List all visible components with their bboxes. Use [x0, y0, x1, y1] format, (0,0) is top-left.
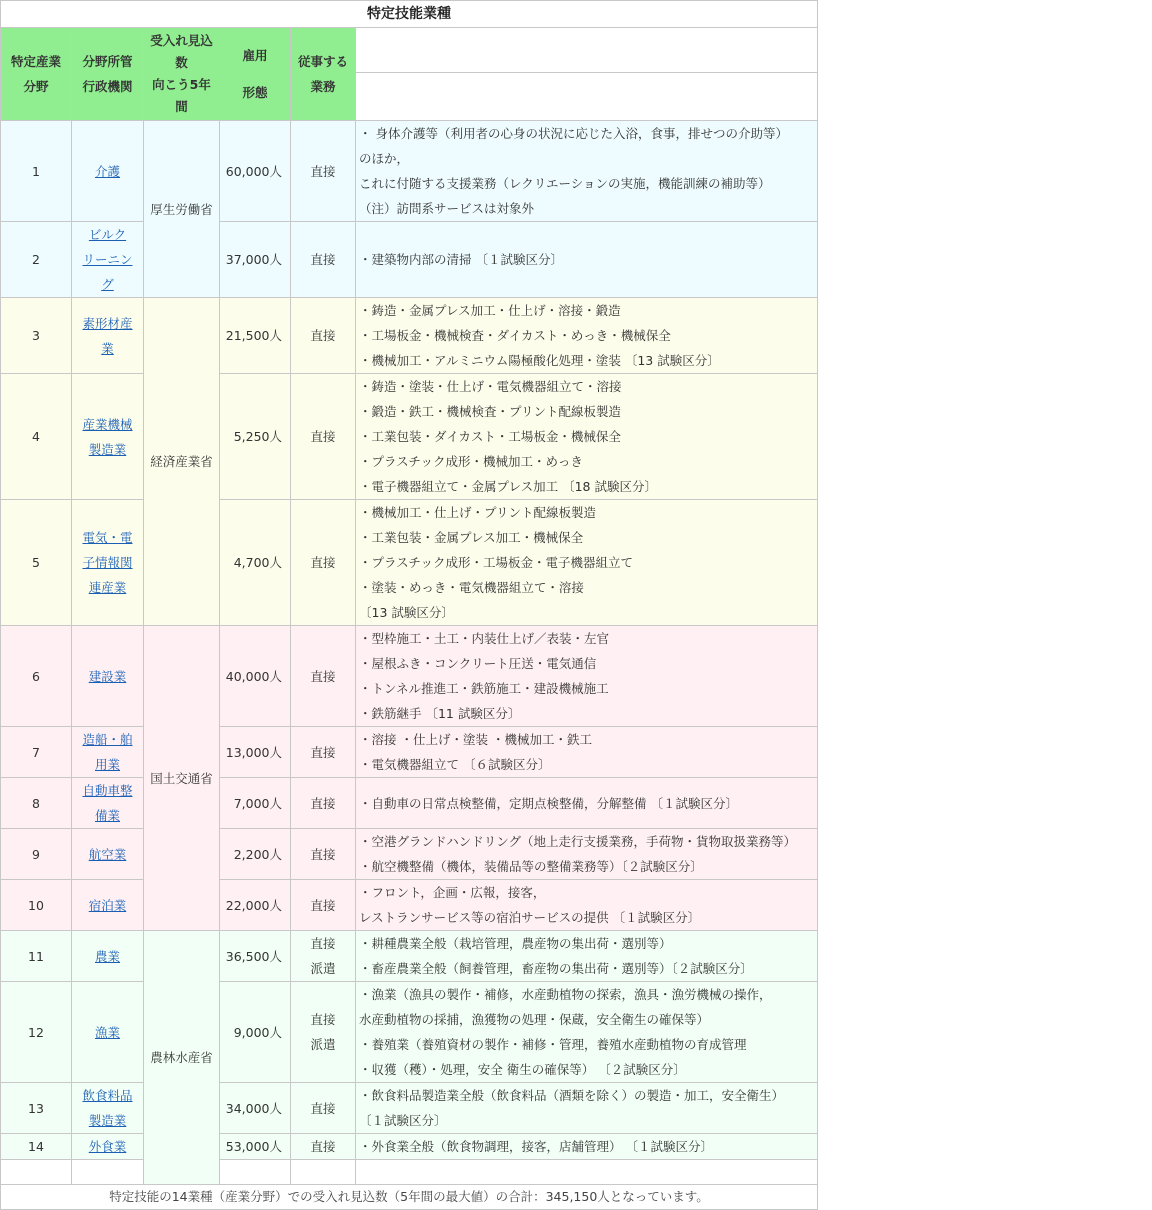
sector-link-cell: [72, 121, 144, 222]
row-number: 7: [1, 727, 72, 778]
table-title: 特定技能業種: [1, 1, 818, 28]
sector-link[interactable]: 産業機械 製造業: [82, 416, 133, 457]
table-row: [1, 374, 818, 500]
quota-cell: 40,000人: [220, 626, 291, 727]
table-row: [1, 121, 818, 222]
sector-link-cell: [72, 298, 144, 374]
header-quota: 受入れ見込 数 向こう5年 間: [144, 28, 220, 121]
employment-cell: 直接: [291, 829, 356, 880]
employment-cell: 直接: [291, 1083, 356, 1134]
employment-cell: 直接 派遣: [291, 982, 356, 1083]
row-number: 12: [1, 982, 72, 1083]
header-duties: 従事する 業務: [291, 28, 356, 121]
sector-link[interactable]: 漁業: [94, 1024, 120, 1040]
duties-cell: ・フロント，企画・広報，接客， レストランサービス等の宿泊サービスの提供 〔１試験区分〕: [356, 880, 818, 931]
duties-cell: ・鋳造・金属プレス加工・仕上げ・溶接・鍛造 ・工場板金・機械検査・ダイカスト・めっき・機械保全 ・機械加工・アルミニウム陽極酸化処理・塗装 〔13 試験区分〕: [356, 298, 818, 374]
sector-link[interactable]: 航空業: [88, 846, 127, 862]
sector-link-cell: [72, 880, 144, 931]
sector-link[interactable]: 電気・電 子情報関 連産業: [82, 530, 133, 595]
row-number: 5: [1, 500, 72, 626]
row-number: 8: [1, 778, 72, 829]
table-row: [1, 931, 818, 982]
empty-cell: [291, 1160, 356, 1185]
quota-cell: 9,000人: [220, 982, 291, 1083]
header-sector: 特定産業 分野: [1, 28, 72, 121]
row-number: 1: [1, 121, 72, 222]
ministry-cell: 国土交通省: [144, 626, 220, 931]
employment-cell: 直接: [291, 500, 356, 626]
duties-cell: ・型枠施工・土工・内装仕上げ／表装・左官 ・屋根ふき・コンクリート圧送・電気通信 ・トンネル推進工・鉄筋施工・建設機械施工 ・鉄筋継手 〔11 試験区分〕: [356, 626, 818, 727]
row-number: 2: [1, 222, 72, 298]
employment-cell: 直接: [291, 222, 356, 298]
sector-link-cell: [72, 500, 144, 626]
sector-link-cell: [72, 222, 144, 298]
table-row: [1, 778, 818, 829]
employment-cell: 直接: [291, 880, 356, 931]
empty-cell: [1, 1160, 72, 1185]
sector-link-cell: [72, 829, 144, 880]
table-row: [1, 1083, 818, 1134]
table-row: [1, 298, 818, 374]
sector-link[interactable]: 外食業: [88, 1139, 127, 1154]
quota-cell: 4,700人: [220, 500, 291, 626]
quota-cell: 36,500人: [220, 931, 291, 982]
table-row: [1, 727, 818, 778]
sector-link-cell: [72, 931, 144, 982]
quota-cell: 53,000人: [220, 1134, 291, 1160]
quota-cell: 7,000人: [220, 778, 291, 829]
sector-link-cell: [72, 626, 144, 727]
sector-link-cell: [72, 374, 144, 500]
row-number: 11: [1, 931, 72, 982]
sector-link-cell: [72, 1083, 144, 1134]
sector-link-cell: [72, 1134, 144, 1160]
quota-cell: 37,000人: [220, 222, 291, 298]
row-number: 6: [1, 626, 72, 727]
sector-link-cell: [72, 727, 144, 778]
row-number: 4: [1, 374, 72, 500]
empty-cell: [356, 1160, 818, 1185]
ministry-cell: 経済産業省: [144, 298, 220, 626]
header-ministry: 分野所管 行政機関: [72, 28, 144, 121]
duties-cell: ・外食業全般（飲食物調理，接客，店舗管理） 〔１試験区分〕: [356, 1134, 818, 1160]
quota-cell: 2,200人: [220, 829, 291, 880]
table-row: [1, 829, 818, 880]
empty-cell: [220, 1160, 291, 1185]
table-row: [1, 222, 818, 298]
duties-cell: ・飲食料品製造業全般（飲食料品（酒類を除く）の製造・加工，安全衛生） 〔１試験区分〕: [356, 1083, 818, 1134]
sector-link[interactable]: 建設業: [88, 668, 127, 684]
duties-cell: ・自動車の日常点検整備，定期点検整備，分解整備 〔１試験区分〕: [356, 778, 818, 829]
table-row: [1, 626, 818, 727]
sector-link-cell: [72, 778, 144, 829]
quota-cell: 22,000人: [220, 880, 291, 931]
row-number: 14: [1, 1134, 72, 1160]
sector-link[interactable]: 飲食料品 製造業: [82, 1088, 133, 1128]
table-row: [1, 982, 818, 1083]
ministry-cell: 農林水産省: [144, 931, 220, 1185]
row-number: 13: [1, 1083, 72, 1134]
footer-note: 特定技能の14業種（産業分野）での受入れ見込数（5年間の最大値）の合計：345,150人となっています。: [0, 1185, 818, 1210]
employment-cell: 直接: [291, 298, 356, 374]
header-employment: 雇用 形態: [220, 28, 291, 121]
sector-link[interactable]: 素形材産 業: [82, 315, 133, 356]
empty-cell: [72, 1160, 144, 1185]
sector-link[interactable]: 介護: [94, 163, 120, 179]
table-row: [1, 500, 818, 626]
employment-cell: 直接 派遣: [291, 931, 356, 982]
ministry-cell: 厚生労働省: [144, 121, 220, 298]
row-number: 10: [1, 880, 72, 931]
header-blank-bottom: [356, 73, 818, 121]
row-number: 9: [1, 829, 72, 880]
duties-cell: ・耕種農業全般（栽培管理，農産物の集出荷・選別等） ・畜産農業全般（飼養管理，畜産物の集出荷・選別等）〔２試験区分〕: [356, 931, 818, 982]
quota-cell: 60,000人: [220, 121, 291, 222]
quota-cell: 13,000人: [220, 727, 291, 778]
employment-cell: 直接: [291, 1134, 356, 1160]
duties-cell: ・漁業（漁具の製作・補修，水産動植物の探索，漁具・漁労機械の操作， 水産動植物の採捕，漁獲物の処理・保蔵，安全衛生の確保等） ・養殖業（養殖資材の製作・補修・管理，養殖水産動植物の育成管理 ・収獲（穫）・処理，安全 衛生の確保等） 〔２試験区分〕: [356, 982, 818, 1083]
quota-cell: 34,000人: [220, 1083, 291, 1134]
duties-cell: ・ 身体介護等（利用者の心身の状況に応じた入浴，食事，排せつの介助等） のほか， これに付随する支援業務（レクリエーションの実施，機能訓練の補助等） （注）訪問系サービスは対象外: [356, 121, 818, 222]
duties-cell: ・建築物内部の清掃 〔１試験区分〕: [356, 222, 818, 298]
row-number: 3: [1, 298, 72, 374]
quota-cell: 5,250人: [220, 374, 291, 500]
duties-cell: ・鋳造・塗装・仕上げ・電気機器組立て・溶接 ・鍛造・鉄工・機械検査・プリント配線板製造 ・工業包装・ダイカスト・工場板金・機械保全 ・プラスチック成形・機械加工・めっき ・電子機器組立て・金属プレス加工 〔18 試験区分〕: [356, 374, 818, 500]
quota-cell: 21,500人: [220, 298, 291, 374]
duties-cell: ・空港グランドハンドリング（地上走行支援業務，手荷物・貨物取扱業務等） ・航空機整備（機体，装備品等の整備業務等）〔２試験区分〕: [356, 829, 818, 880]
sector-link[interactable]: 宿泊業: [88, 897, 127, 913]
empty-row: [1, 1160, 818, 1185]
sector-link-cell: [72, 982, 144, 1083]
table-row: [1, 880, 818, 931]
employment-cell: 直接: [291, 374, 356, 500]
sector-link[interactable]: 農業: [94, 948, 120, 964]
employment-cell: 直接: [291, 626, 356, 727]
table-row: [1, 1134, 818, 1160]
sector-link[interactable]: 造船・舶 用業: [82, 732, 133, 772]
employment-cell: 直接: [291, 778, 356, 829]
header-blank-top: [356, 28, 818, 73]
sector-link[interactable]: ビルク リーニン グ: [82, 227, 133, 292]
employment-cell: 直接: [291, 727, 356, 778]
employment-cell: 直接: [291, 121, 356, 222]
duties-cell: ・溶接 ・仕上げ・塗装 ・機械加工・鉄工 ・電気機器組立て 〔６試験区分〕: [356, 727, 818, 778]
sector-link[interactable]: 自動車整 備業: [82, 783, 133, 823]
duties-cell: ・機械加工・仕上げ・プリント配線板製造 ・工業包装・金属プレス加工・機械保全 ・プラスチック成形・工場板金・電子機器組立て ・塗装・めっき・電気機器組立て・溶接 〔13 試験区分〕: [356, 500, 818, 626]
